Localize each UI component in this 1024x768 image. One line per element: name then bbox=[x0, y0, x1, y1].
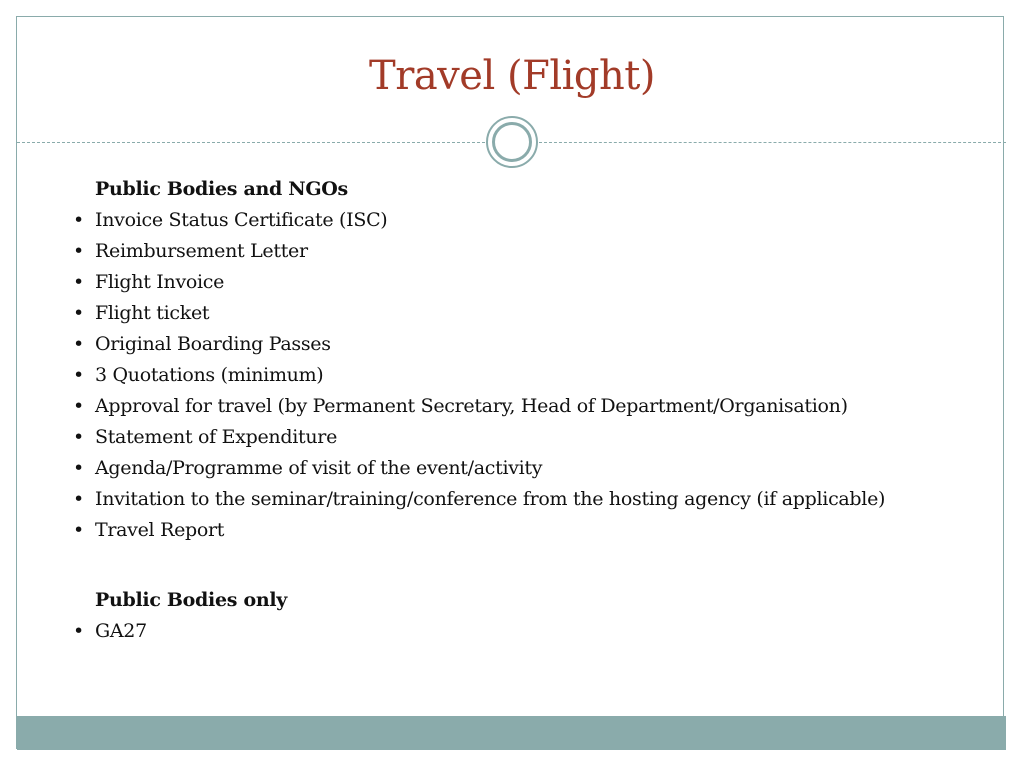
section-heading-public-bodies-ngos: Public Bodies and NGOs bbox=[95, 178, 348, 200]
list-item: • Flight ticket bbox=[70, 298, 990, 329]
list-item: • Original Boarding Passes bbox=[70, 329, 990, 360]
footer-bar bbox=[17, 716, 1006, 750]
section-gap bbox=[70, 546, 990, 585]
list-item: • 3 Quotations (minimum) bbox=[70, 360, 990, 391]
circle-ornament-inner bbox=[492, 122, 532, 162]
list-item: • Approval for travel (by Permanent Secretary, Head of Department/Organisation) bbox=[70, 391, 990, 422]
slide-title: Travel (Flight) bbox=[369, 53, 655, 99]
list-item: • Agenda/Programme of visit of the event/activity bbox=[70, 453, 990, 484]
requirements-list-public-bodies-ngos bbox=[70, 205, 990, 546]
title-divider-right bbox=[539, 142, 1006, 143]
list-item: • Invoice Status Certificate (ISC) bbox=[70, 205, 990, 236]
list-item: • Flight Invoice bbox=[70, 267, 990, 298]
section-heading-public-bodies-only: Public Bodies only bbox=[95, 589, 287, 611]
list-item: • Reimbursement Letter bbox=[70, 236, 990, 267]
list-item: • Invitation to the seminar/training/conference from the hosting agency (if applicable) bbox=[70, 484, 990, 515]
title-divider-left bbox=[17, 142, 485, 143]
circle-ornament-icon bbox=[486, 116, 538, 168]
list-item: • Travel Report bbox=[70, 515, 990, 546]
requirements-list-public-bodies-only bbox=[70, 616, 990, 647]
list-item: • GA27 bbox=[70, 616, 990, 647]
slide-content bbox=[70, 174, 990, 647]
list-item: • Statement of Expenditure bbox=[70, 422, 990, 453]
